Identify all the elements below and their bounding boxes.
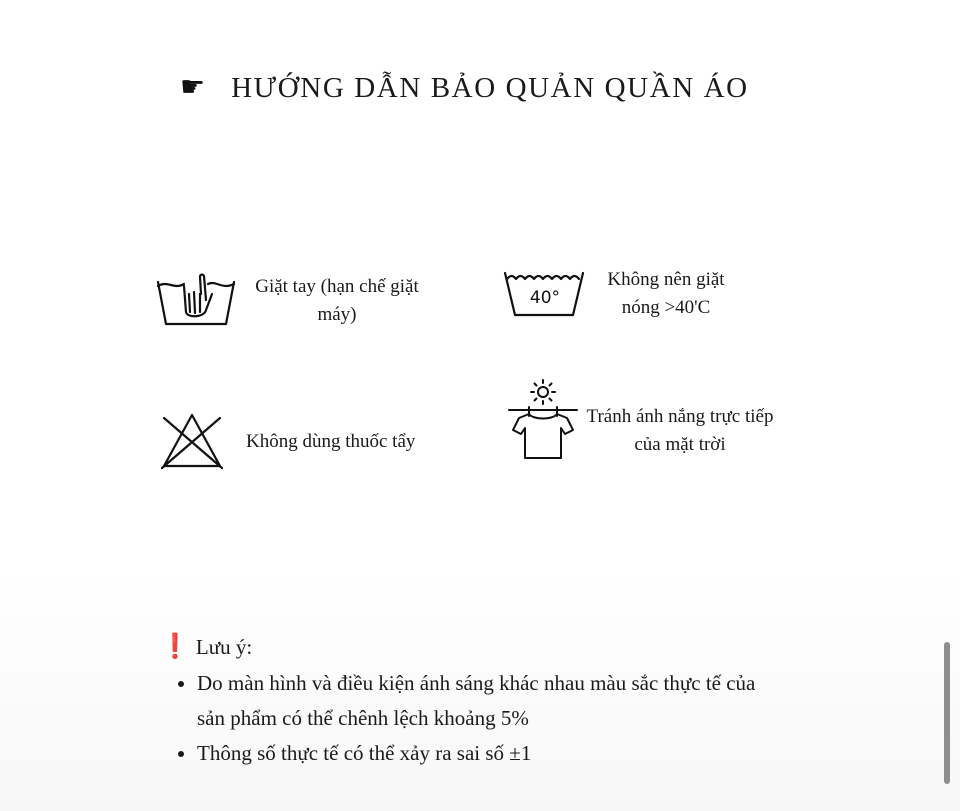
care-label-hand-wash: Giặt tay (hạn chế giặt máy) — [255, 276, 419, 325]
care-label-avoid-sunlight: Tránh ánh nắng trực tiếp của mặt trời — [586, 406, 774, 455]
note-section — [160, 632, 757, 771]
hand-wash-icon — [156, 272, 236, 330]
note-title: Lưu ý: — [195, 635, 253, 659]
care-item-avoid-sunlight — [507, 378, 775, 462]
care-item-no-bleach — [160, 412, 415, 472]
care-item-hand-wash — [156, 272, 432, 330]
note-heading — [160, 632, 757, 662]
scrollbar-thumb[interactable] — [944, 642, 950, 784]
no-bleach-icon — [160, 412, 224, 472]
page-title: HƯỚNG DẪN BẢO QUẢN QUẦN ÁO — [231, 72, 749, 104]
exclamation-icon: ❗ — [160, 634, 190, 660]
wash-40-icon — [503, 267, 585, 321]
wash-temperature-text: 40° — [529, 288, 561, 308]
note-list — [160, 666, 757, 771]
pointing-hand-icon: ☛ — [180, 69, 206, 103]
care-item-wash-40 — [503, 266, 741, 322]
care-label-no-bleach: Không dùng thuốc tẩy — [246, 431, 416, 452]
page-header — [180, 69, 749, 105]
dry-in-shade-icon — [507, 378, 579, 462]
note-item: • Do màn hình và điều kiện ánh sáng khác nhau màu sắc thực tế của sản phẩm có thể chênh lệch khoảng 5% — [197, 666, 757, 736]
care-label-wash-40: Không nên giặt nóng >40'C — [607, 269, 725, 318]
note-item: • Thông số thực tế có thể xảy ra sai số ±1 — [197, 736, 757, 771]
